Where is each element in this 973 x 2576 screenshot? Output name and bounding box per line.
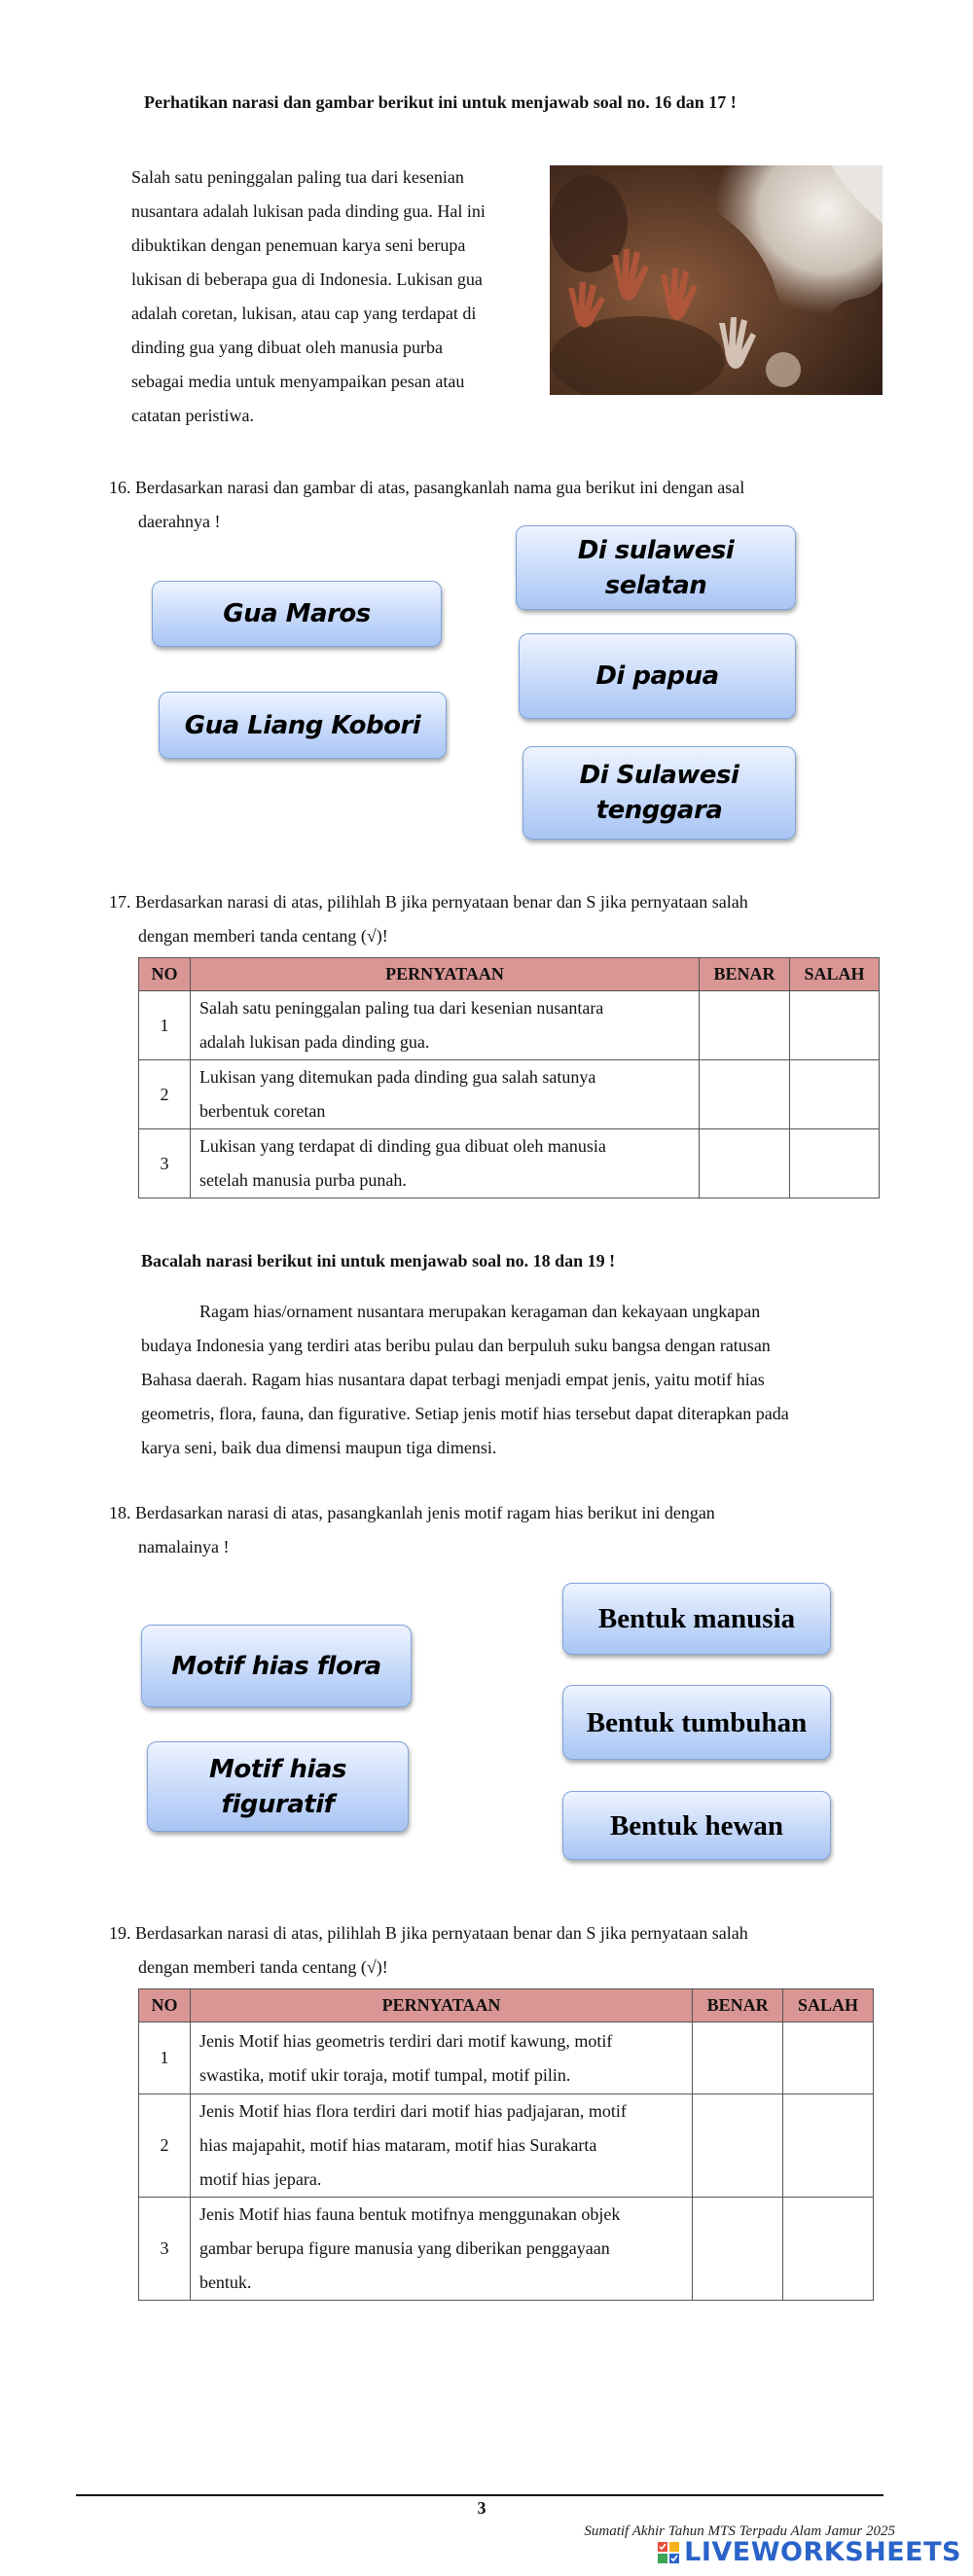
row-statement [190, 2198, 692, 2301]
statement-line: motif hias jepara. [198, 2169, 322, 2189]
narrative-line: sebagai media untuk menyampaikan pesan atau [131, 372, 465, 391]
statement-line: hias majapahit, motif hias mataram, motif hias Surakarta [198, 2135, 597, 2155]
table-row [139, 2022, 874, 2094]
narrative-line: karya seni, baik dua dimensi maupun tiga dimensi. [141, 1438, 497, 1457]
q18-prompt [109, 1496, 715, 1564]
footer-caption: Sumatif Akhir Tahun MTS Terpadu Alam Jamur 2025 [584, 2523, 895, 2539]
narrative-line: adalah coretan, lukisan, atau cap yang terdapat di [131, 304, 477, 323]
row-number: 3 [139, 1129, 191, 1199]
statement-line: Salah satu peninggalan paling tua dari kesenian nusantara [198, 998, 604, 1018]
row-number: 1 [139, 991, 191, 1060]
q16-match-gua-maros[interactable] [152, 581, 442, 647]
header-statement: PERNYATAAN [190, 1989, 692, 2022]
narrative-line: budaya Indonesia yang terdiri atas beribu pulau dan berpuluh suku bangsa dengan ratusan [141, 1336, 771, 1355]
narrative-line: lukisan di beberapa gua di Indonesia. Lukisan gua [131, 269, 483, 289]
row-number: 1 [139, 2022, 191, 2094]
q19-line1: 19. Berdasarkan narasi di atas, pilihlah B jika pernyataan benar dan S jika pernyataan salah [109, 1923, 748, 1943]
q16-match-gua-liang-kobori[interactable] [159, 692, 447, 759]
narrative-line: dinding gua yang dibuat oleh manusia purba [131, 338, 443, 357]
q18-match-bentuk-manusia[interactable] [562, 1583, 831, 1655]
narrative-line: Ragam hias/ornament nusantara merupakan keragaman dan kekayaan ungkapan [199, 1302, 761, 1321]
match-label: figuratif [221, 1789, 335, 1819]
narrative-line: catatan peristiwa. [131, 406, 254, 425]
match-label: selatan [604, 570, 707, 600]
q18-19-intro: Bacalah narasi berikut ini untuk menjawab soal no. 18 dan 19 ! [141, 1251, 616, 1270]
statement-line: berbentuk coretan [198, 1101, 326, 1121]
statement-line: Jenis Motif hias geometris terdiri dari motif kawung, motif [198, 2030, 613, 2051]
table-row [139, 1129, 880, 1199]
statement-line: Jenis Motif hias flora terdiri dari motif hias padjajaran, motif [198, 2101, 627, 2121]
row-statement [190, 2094, 692, 2198]
q18-match-motif-flora[interactable] [141, 1625, 412, 1707]
statement-line: setelah manusia purba punah. [198, 1170, 407, 1190]
table-row [139, 991, 880, 1060]
row-number: 2 [139, 1060, 191, 1129]
q18-line2: namalainya ! [138, 1537, 230, 1556]
match-label: Di Sulawesi [579, 761, 739, 790]
table-row [139, 2094, 874, 2198]
q18-match-motif-figuratif[interactable] [147, 1741, 409, 1832]
q17-table [138, 957, 880, 1199]
check-false-cell[interactable] [790, 1129, 880, 1199]
q16-line1: 16. Berdasarkan narasi dan gambar di atas, pasangkanlah nama gua berikut ini dengan asal [109, 478, 745, 497]
row-statement [190, 1060, 699, 1129]
q16-line2: daerahnya ! [138, 512, 221, 531]
check-true-cell[interactable] [700, 1129, 790, 1199]
header-no: NO [139, 958, 191, 991]
q16-17-intro: Perhatikan narasi dan gambar berikut ini untuk menjawab soal no. 16 dan 17 ! [144, 92, 737, 112]
match-label: Bentuk manusia [597, 1603, 796, 1634]
row-number: 3 [139, 2198, 191, 2301]
row-statement [190, 991, 699, 1060]
q16-match-sulawesi-tenggara[interactable] [523, 746, 796, 840]
footer-divider [76, 2494, 883, 2496]
check-false-cell[interactable] [783, 2094, 874, 2198]
match-label: Motif hias flora [171, 1651, 381, 1681]
narrative-line: dibuktikan dengan penemuan karya seni berupa [131, 235, 466, 255]
q17-line1: 17. Berdasarkan narasi di atas, pilihlah B jika pernyataan benar dan S jika pernyataan salah [109, 892, 748, 912]
q16-match-papua[interactable] [519, 633, 796, 719]
liveworksheets-brand[interactable] [657, 2537, 961, 2567]
match-label: Di sulawesi [577, 535, 735, 565]
q18-line1: 18. Berdasarkan narasi di atas, pasangkanlah jenis motif ragam hias berikut ini dengan [109, 1503, 715, 1522]
statement-line: gambar berupa figure manusia yang diberikan penggayaan [198, 2238, 610, 2258]
q17-prompt [109, 885, 748, 953]
q18-match-bentuk-hewan[interactable] [562, 1791, 831, 1860]
check-false-cell[interactable] [790, 1060, 880, 1129]
check-false-cell[interactable] [783, 2198, 874, 2301]
table-header-row [139, 958, 880, 991]
match-label: Motif hias [209, 1754, 346, 1784]
statement-line: Lukisan yang terdapat di dinding gua dibuat oleh manusia [198, 1136, 606, 1156]
liveworksheets-wordmark: LIVEWORKSHEETS [684, 2537, 961, 2567]
q16-match-sulawesi-selatan[interactable] [516, 525, 796, 610]
statement-line: Lukisan yang ditemukan pada dinding gua salah satunya [198, 1067, 596, 1087]
header-false: SALAH [783, 1989, 874, 2022]
q18-match-bentuk-tumbuhan[interactable] [562, 1685, 831, 1760]
check-true-cell[interactable] [693, 2094, 783, 2198]
header-no: NO [139, 1989, 191, 2022]
header-false: SALAH [790, 958, 880, 991]
check-true-cell[interactable] [700, 991, 790, 1060]
match-label: Bentuk tumbuhan [586, 1706, 808, 1738]
narrative-line: nusantara adalah lukisan pada dinding gua. Hal ini [131, 201, 486, 221]
row-statement [190, 2022, 692, 2094]
ornament-narrative [141, 1295, 880, 1465]
header-true: BENAR [700, 958, 790, 991]
check-true-cell[interactable] [693, 2022, 783, 2094]
row-statement [190, 1129, 699, 1199]
statement-line: bentuk. [198, 2272, 252, 2292]
match-label: Gua Liang Kobori [184, 710, 421, 740]
q19-line2: dengan memberi tanda centang (√)! [138, 1957, 388, 1977]
statement-line: adalah lukisan pada dinding gua. [198, 1032, 430, 1052]
header-statement: PERNYATAAN [190, 958, 699, 991]
narrative-line: geometris, flora, fauna, dan figurative. Setiap jenis motif hias tersebut dapat diterapkan pada [141, 1404, 789, 1423]
check-true-cell[interactable] [700, 1060, 790, 1129]
match-label: Di papua [595, 662, 719, 691]
match-label: Gua Maros [223, 599, 371, 628]
q17-line2: dengan memberi tanda centang (√)! [138, 926, 388, 946]
table-row [139, 1060, 880, 1129]
q19-table [138, 1988, 874, 2301]
match-label: tenggara [595, 796, 723, 825]
check-false-cell[interactable] [783, 2022, 874, 2094]
cave-narrative [131, 161, 533, 433]
liveworksheets-logo-icon [657, 2541, 680, 2564]
check-false-cell[interactable] [790, 991, 880, 1060]
table-row [139, 2198, 874, 2301]
statement-line: Jenis Motif hias fauna bentuk motifnya menggunakan objek [198, 2204, 621, 2224]
q19-prompt [109, 1916, 748, 1985]
narrative-line: Salah satu peninggalan paling tua dari kesenian [131, 167, 464, 187]
header-true: BENAR [693, 1989, 783, 2022]
check-true-cell[interactable] [693, 2198, 783, 2301]
table-header-row [139, 1989, 874, 2022]
match-label: Bentuk hewan [609, 1809, 784, 1842]
narrative-line: Bahasa daerah. Ragam hias nusantara dapat terbagi menjadi empat jenis, yaitu motif hias [141, 1370, 765, 1389]
statement-line: swastika, motif ukir toraja, motif tumpal, motif pilin. [198, 2064, 571, 2085]
row-number: 2 [139, 2094, 191, 2198]
page-number: 3 [477, 2498, 486, 2518]
cave-painting-image [550, 165, 883, 395]
